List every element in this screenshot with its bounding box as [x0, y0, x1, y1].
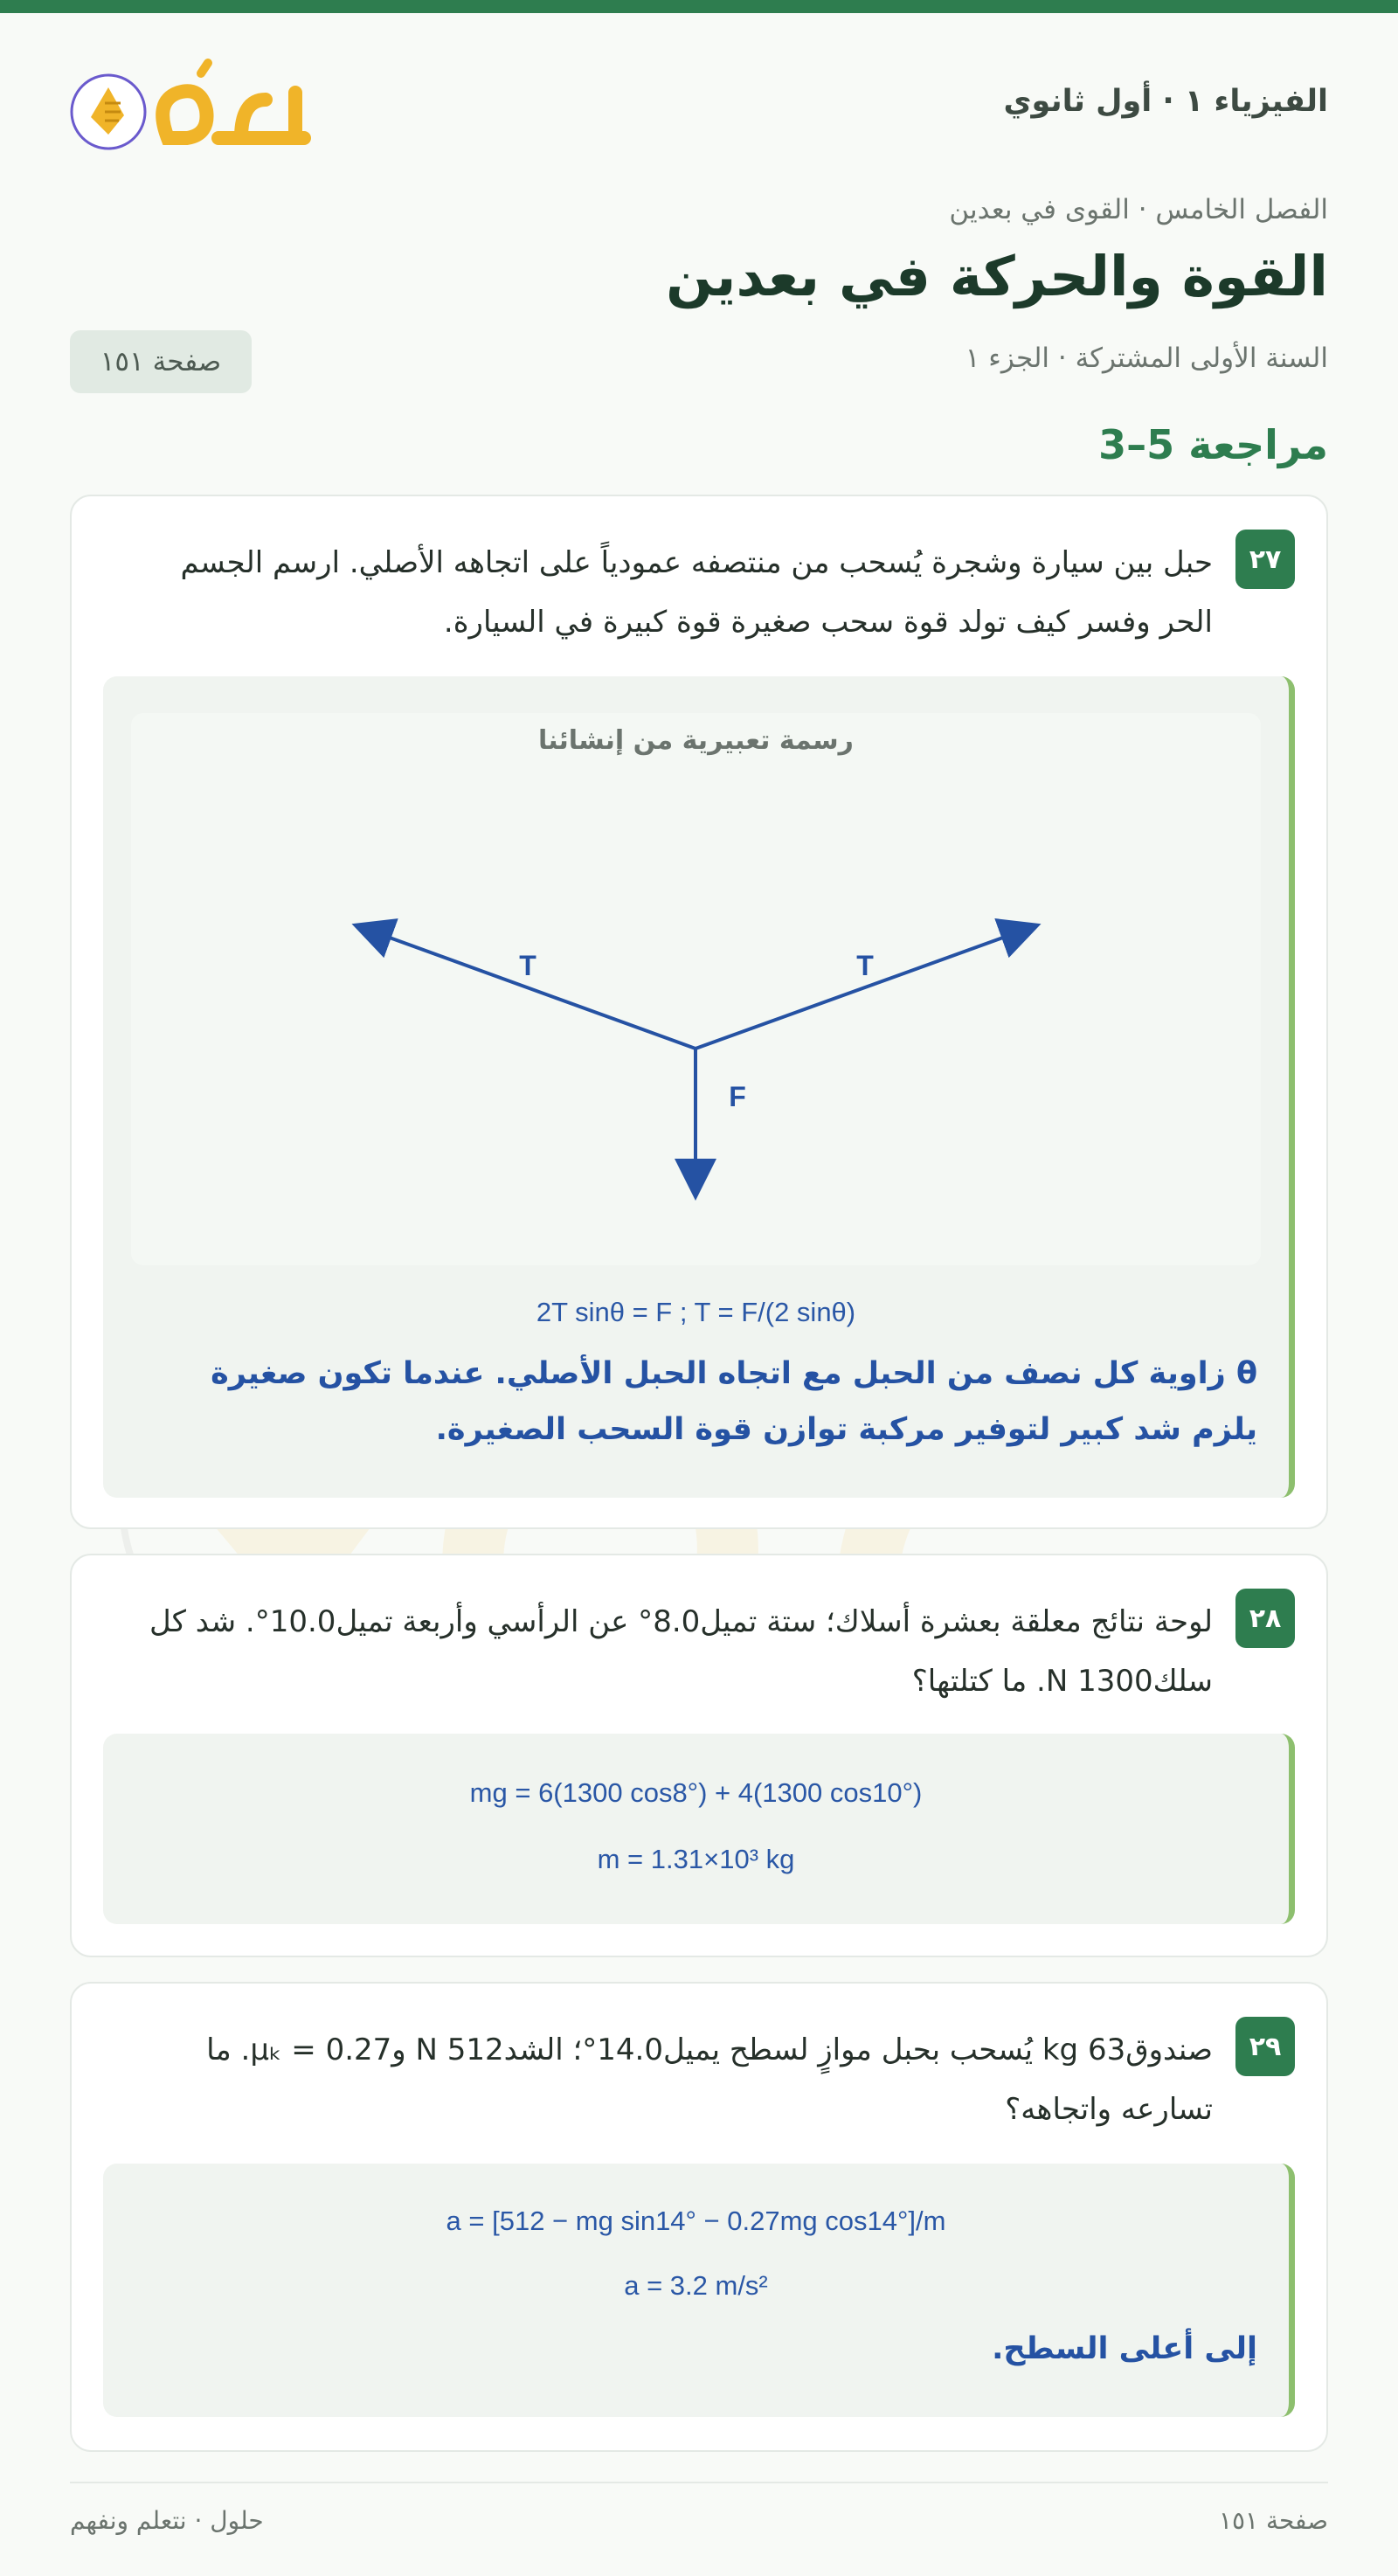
footer-divider: [70, 2482, 1328, 2483]
question-number: ٢٩: [1235, 2017, 1295, 2076]
question-card: [70, 1982, 1328, 2452]
footer-tagline: حلول · نتعلم ونفهم: [70, 2506, 264, 2535]
label-t-right: T: [856, 950, 874, 981]
equation: 2T sinθ = F ; T = F/(2 sinθ): [536, 1297, 856, 1327]
equation: mg = 6(1300 cos8°) + 4(1300 cos10°): [469, 1777, 923, 1808]
question-text: حبل بين سيارة وشجرة يُسحب من منتصفه عمودياً على اتجاهه الأصلي. ارسم الجسم الحر وفسر كيف تولد قوة سحب صغيرة قوة كبيرة في السيارة.: [180, 545, 1213, 640]
answer-conclusion: θ زاوية كل نصف من الحبل مع اتجاه الحبل الأصلي. عندما تكون صغيرة يلزم شد كبير لتوفير مركبة توازن قوة السحب الصغيرة.: [211, 1356, 1257, 1447]
question-card: [70, 1554, 1328, 1957]
tension-right-arrow: [696, 926, 1035, 1049]
label-t-left: T: [519, 950, 536, 981]
equation: a = 3.2 m/s²: [624, 2270, 768, 2301]
top-accent-bar: [0, 0, 1398, 13]
question-text: لوحة نتائج معلقة بعشرة أسلاك؛ ستة تميل8.0° عن الرأسي وأربعة تميل10.0°. شد كل سلك1300 N. ما كتلتها؟: [149, 1604, 1213, 1699]
subject-title: الفيزياء ١ · أول ثانوي: [1003, 84, 1328, 119]
question-card: [70, 495, 1328, 1529]
label-f: F: [729, 1081, 746, 1112]
question-text: صندوق63 kg يُسحب بحبل موازٍ لسطح يميل14.0°؛ الشد512 N و0.27 = μₖ. ما تسارعه واتجاهه؟: [206, 2032, 1213, 2127]
question-number: ٢٨: [1235, 1589, 1295, 1648]
question-number: ٢٧: [1235, 530, 1295, 589]
tension-left-arrow: [358, 926, 696, 1049]
answer-box: [103, 2164, 1295, 2417]
equation: a = [512 − mg sin14° − 0.27mg cos14°]/m: [446, 2206, 946, 2236]
equation: m = 1.31×10³ kg: [597, 1844, 795, 1874]
diagram-caption: رسمة تعبيرية من إنشائنا: [538, 725, 854, 756]
section-heading: مراجعة 5–3: [1098, 421, 1328, 468]
grade-label: السنة الأولى المشتركة · الجزء ١: [965, 343, 1328, 374]
answer-conclusion: إلى أعلى السطح.: [992, 2331, 1257, 2366]
halool-logo[interactable]: [70, 54, 332, 157]
header: [70, 54, 1328, 159]
footer-page-number: صفحة ١٥١: [1218, 2506, 1328, 2535]
page-badge: صفحة ١٥١: [70, 330, 252, 393]
free-body-diagram: [131, 713, 1261, 1265]
answer-box: [103, 1734, 1295, 1924]
chapter-label: الفصل الخامس · القوى في بعدين: [949, 194, 1328, 225]
answer-box: [103, 676, 1295, 1498]
page-title: القوة والحركة في بعدين: [666, 245, 1328, 308]
